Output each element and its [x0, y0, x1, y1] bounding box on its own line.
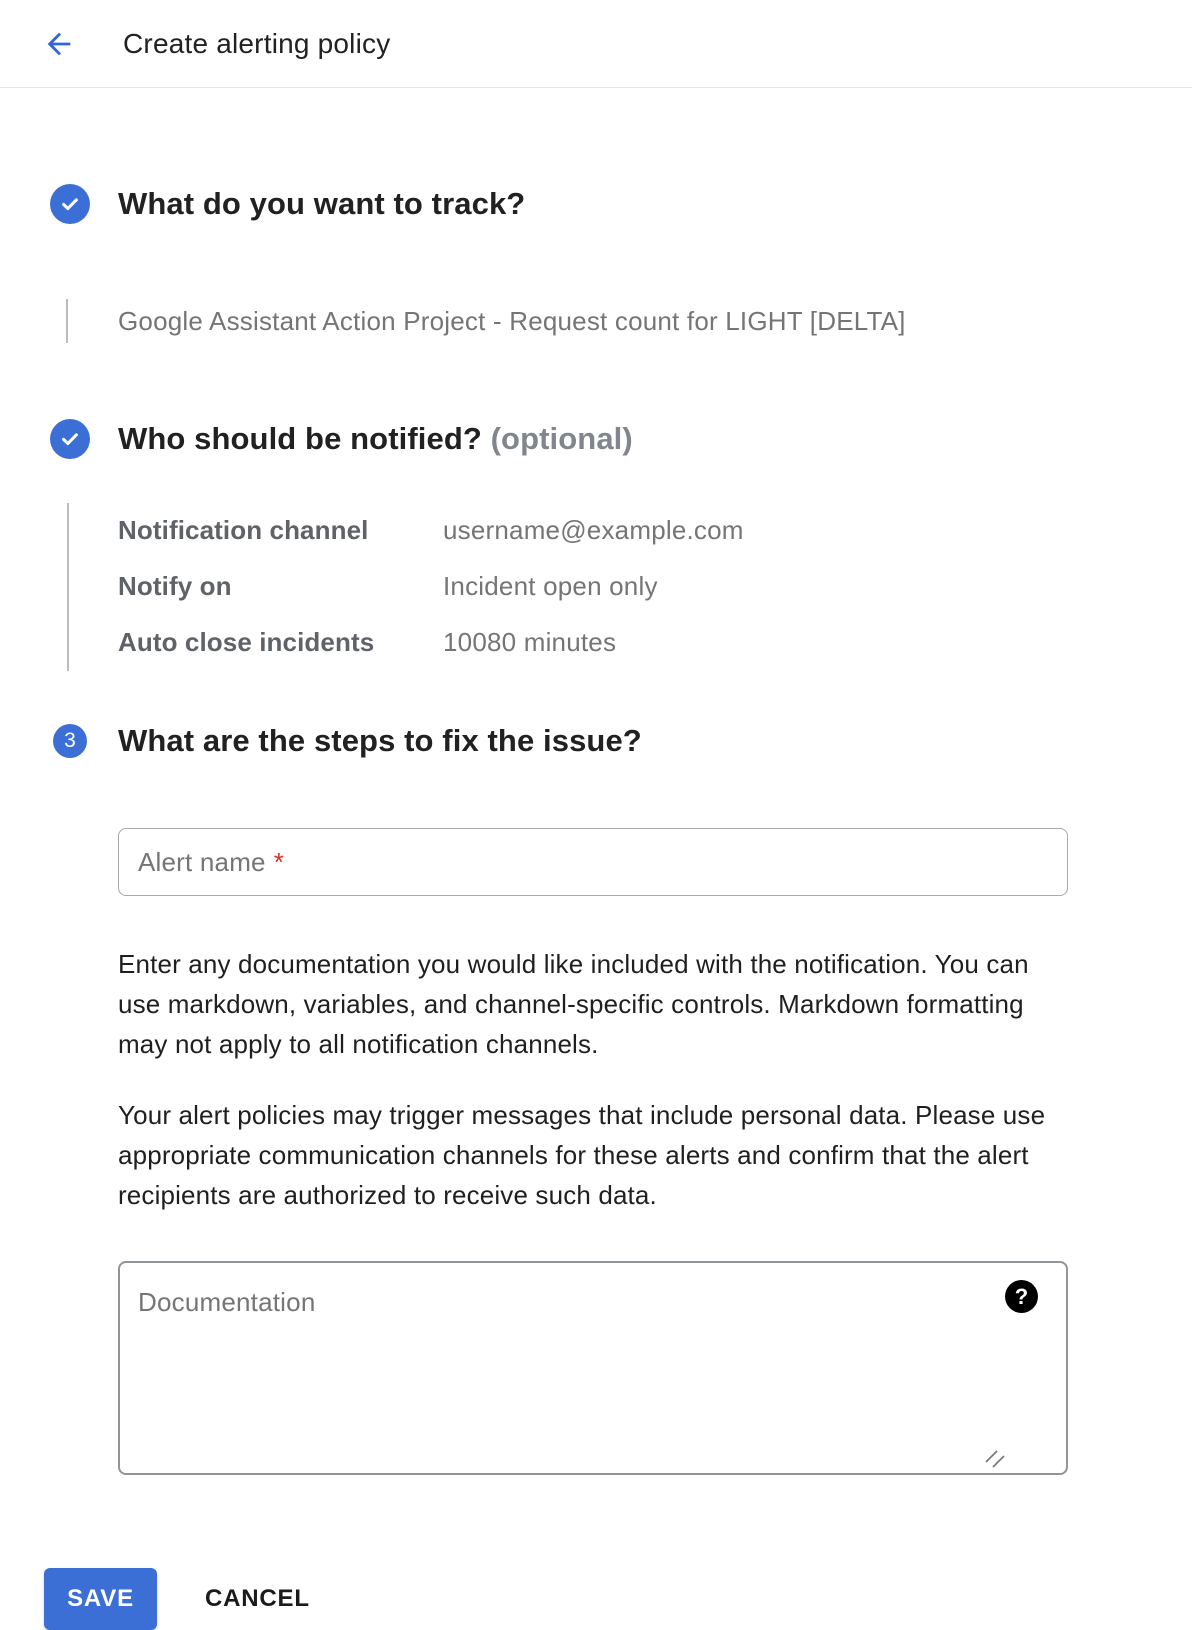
row-label: Notification channel [118, 515, 369, 546]
required-asterisk: * [273, 846, 285, 877]
step-notify-section [0, 393, 1192, 670]
documentation-help-text: Enter any documentation you would like included with the notification. You can use markdown, variables, and channel-specific controls. Markdown formatting may not apply to all notification channels. [118, 949, 1029, 1060]
auto-close-row [118, 615, 1192, 671]
alert-name-field-wrap [118, 828, 1068, 896]
alert-name-placeholder: Alert name * [138, 846, 285, 877]
back-arrow-icon[interactable] [42, 27, 76, 61]
notify-on-row [118, 559, 1192, 615]
page-header [0, 0, 1192, 88]
cancel-button[interactable]: CANCEL [205, 1585, 310, 1613]
step-fix-heading: What are the steps to fix the issue? [118, 722, 642, 758]
step-track-section [0, 158, 1192, 343]
step-number-icon: 3 [53, 724, 87, 758]
row-value: Incident open only [443, 571, 658, 602]
step-fix-section [0, 695, 1192, 1475]
save-button[interactable]: SAVE [44, 1568, 157, 1630]
form-actions [0, 1568, 1192, 1630]
optional-label: (optional) [490, 421, 633, 457]
documentation-textarea[interactable] [118, 1261, 1068, 1475]
step-complete-icon [50, 184, 90, 224]
notification-channel-row [118, 503, 1192, 559]
resize-handle-icon[interactable] [984, 1449, 1006, 1469]
tracked-metric-summary: Google Assistant Action Project - Request count for LIGHT [DELTA] [118, 305, 906, 336]
page-title: Create alerting policy [123, 27, 391, 59]
stepper-connector [66, 299, 68, 343]
step-complete-icon [50, 419, 90, 459]
step-track-header[interactable] [0, 158, 1192, 249]
step-track-heading: What do you want to track? [118, 185, 526, 221]
step-notify-header[interactable] [0, 393, 1192, 484]
step-track-summary-row [0, 299, 1192, 343]
help-icon[interactable]: ? [1005, 1280, 1038, 1313]
step-fix-header[interactable] [0, 695, 1192, 786]
row-value: username@example.com [443, 515, 744, 546]
row-label: Auto close incidents [118, 627, 375, 658]
privacy-note-text: Your alert policies may trigger messages that include personal data. Please use appropriate communication channels for these alerts and confirm that the alert recipients are authorized to receive such data. [118, 1100, 1046, 1211]
row-label: Notify on [118, 571, 232, 602]
notification-summary-list [67, 503, 1192, 671]
row-value: 10080 minutes [443, 627, 617, 658]
documentation-field-wrap [118, 1261, 1068, 1475]
alert-name-input[interactable] [118, 828, 1068, 896]
step-notify-heading: Who should be notified? (optional) [118, 421, 633, 457]
